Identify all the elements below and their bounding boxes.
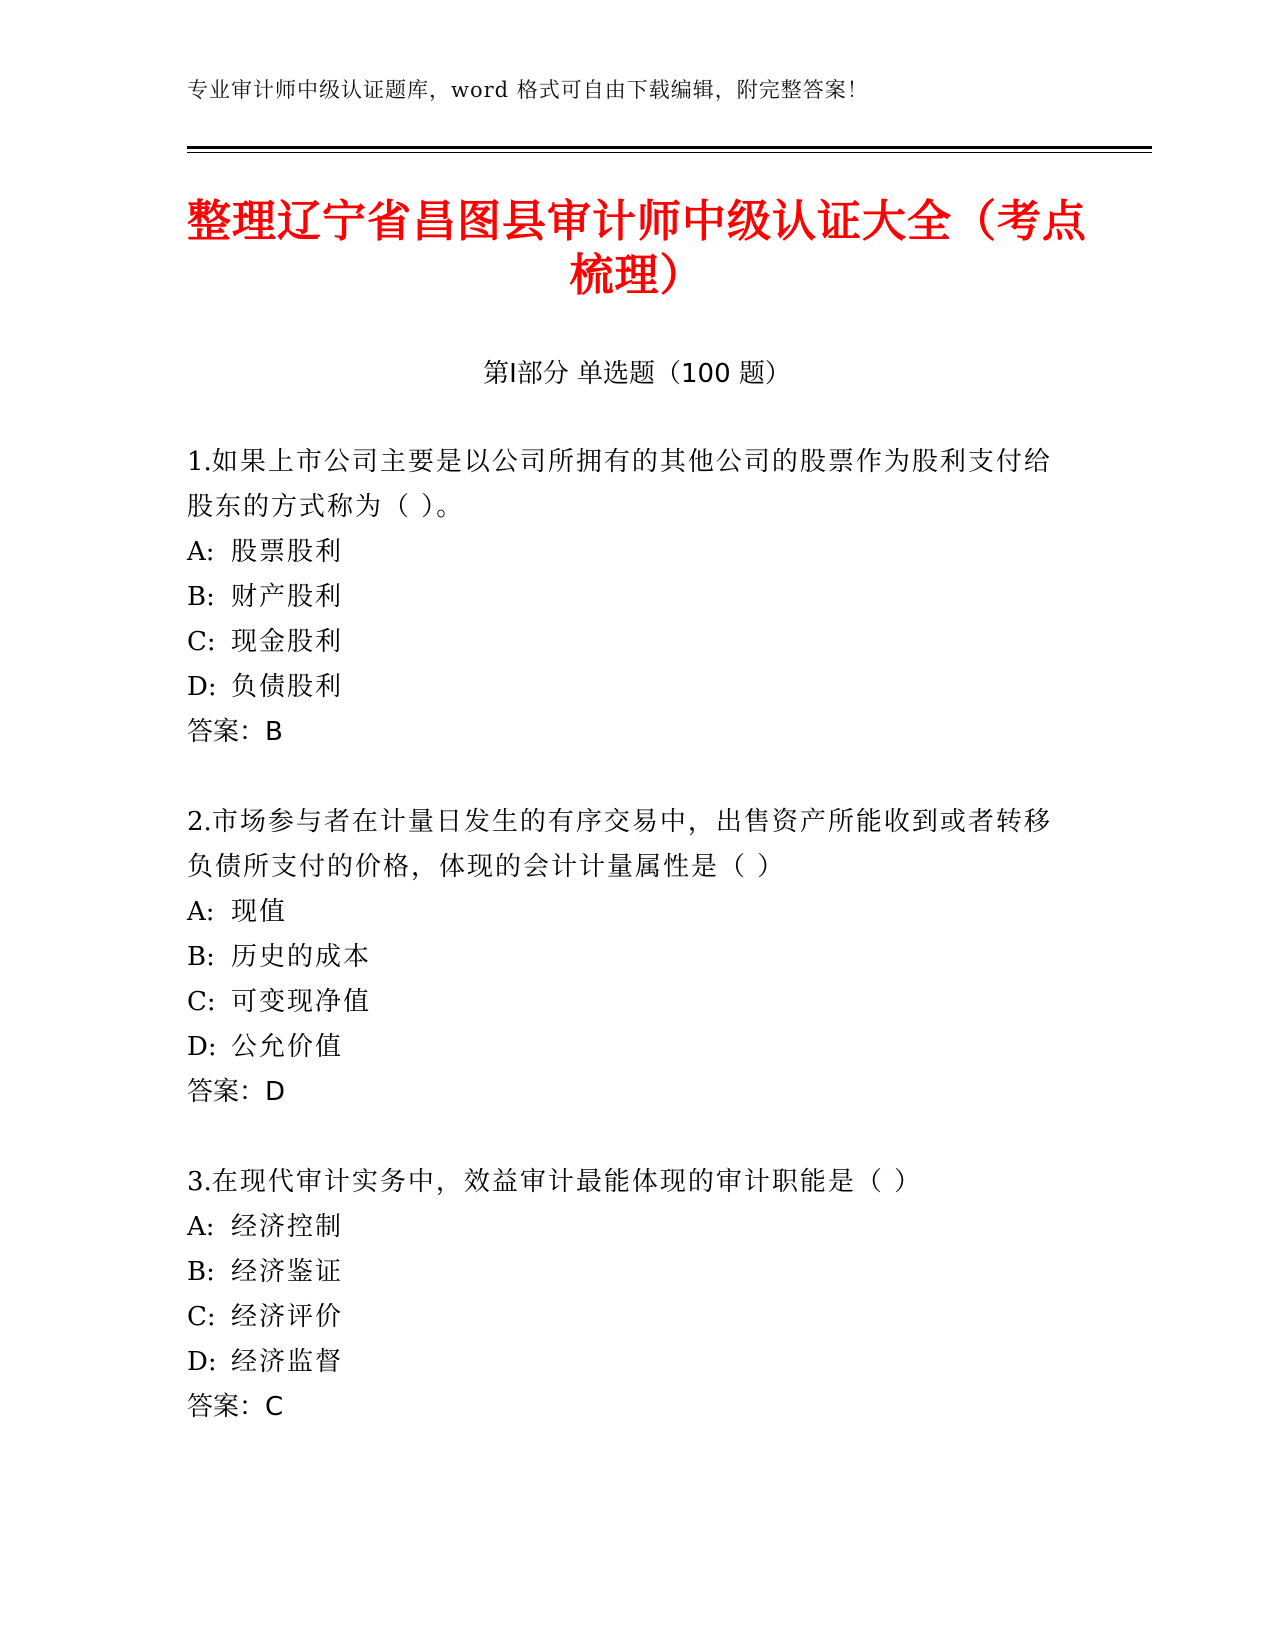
option-d (187, 1025, 1067, 1070)
question-stem (187, 1160, 1067, 1205)
question-1 (187, 440, 1067, 755)
header-rule-thin (187, 152, 1152, 153)
question-stem (187, 800, 1067, 890)
option-letter: C: (187, 1302, 216, 1332)
option-letter: A: (187, 897, 215, 927)
option-a (187, 1205, 1067, 1250)
question-list (187, 440, 1067, 1475)
answer-line: 答案：D (187, 1077, 286, 1107)
option-text: 财产股利 (231, 582, 344, 612)
option-letter: A: (187, 1212, 215, 1242)
option-b (187, 575, 1067, 620)
option-d (187, 1340, 1067, 1385)
option-letter: D: (187, 1347, 217, 1377)
option-text: 经济监督 (231, 1347, 344, 1377)
option-b (187, 935, 1067, 980)
option-a (187, 890, 1067, 935)
header-note: 专业审计师中级认证题库，word 格式可自由下载编辑，附完整答案！ (187, 78, 869, 102)
answer-line: 答案：B (187, 717, 283, 747)
option-c (187, 980, 1067, 1025)
option-letter: B: (187, 1257, 215, 1287)
option-text: 经济控制 (231, 1212, 344, 1242)
document-title: 整理辽宁省昌图县审计师中级认证大全（考点梳理） (187, 196, 1087, 301)
option-text: 可变现净值 (231, 987, 372, 1017)
option-c (187, 620, 1067, 665)
question-number: 3. (187, 1167, 212, 1197)
option-letter: C: (187, 987, 216, 1017)
option-text: 股票股利 (231, 537, 344, 567)
option-c (187, 1295, 1067, 1340)
question-number: 1. (187, 447, 212, 477)
option-a (187, 530, 1067, 575)
question-text: 在现代审计实务中，效益审计最能体现的审计职能是（ ） (211, 1167, 923, 1197)
answer-line: 答案：C (187, 1392, 284, 1422)
option-letter: B: (187, 582, 215, 612)
question-2 (187, 800, 1067, 1115)
question-text: 市场参与者在计量日发生的有序交易中，出售资产所能收到或者转移负债所支付的价格，体现的会计计量属性是（ ） (187, 807, 1052, 882)
option-letter: B: (187, 942, 215, 972)
option-letter: D: (187, 672, 217, 702)
question-number: 2. (187, 807, 212, 837)
option-letter: C: (187, 627, 216, 657)
option-text: 经济鉴证 (231, 1257, 344, 1287)
option-text: 经济评价 (231, 1302, 344, 1332)
option-letter: D: (187, 1032, 217, 1062)
section-title: 第Ⅰ部分 单选题（100 题） (483, 359, 791, 389)
question-text: 如果上市公司主要是以公司所拥有的其他公司的股票作为股利支付给股东的方式称为（ ）。 (187, 447, 1052, 522)
option-text: 现值 (231, 897, 288, 927)
option-text: 现金股利 (231, 627, 344, 657)
question-3 (187, 1160, 1067, 1430)
option-text: 负债股利 (231, 672, 344, 702)
question-stem (187, 440, 1067, 530)
option-letter: A: (187, 537, 215, 567)
option-d (187, 665, 1067, 710)
option-text: 历史的成本 (231, 942, 372, 972)
option-b (187, 1250, 1067, 1295)
option-text: 公允价值 (231, 1032, 344, 1062)
header-rule-thick (187, 146, 1152, 149)
